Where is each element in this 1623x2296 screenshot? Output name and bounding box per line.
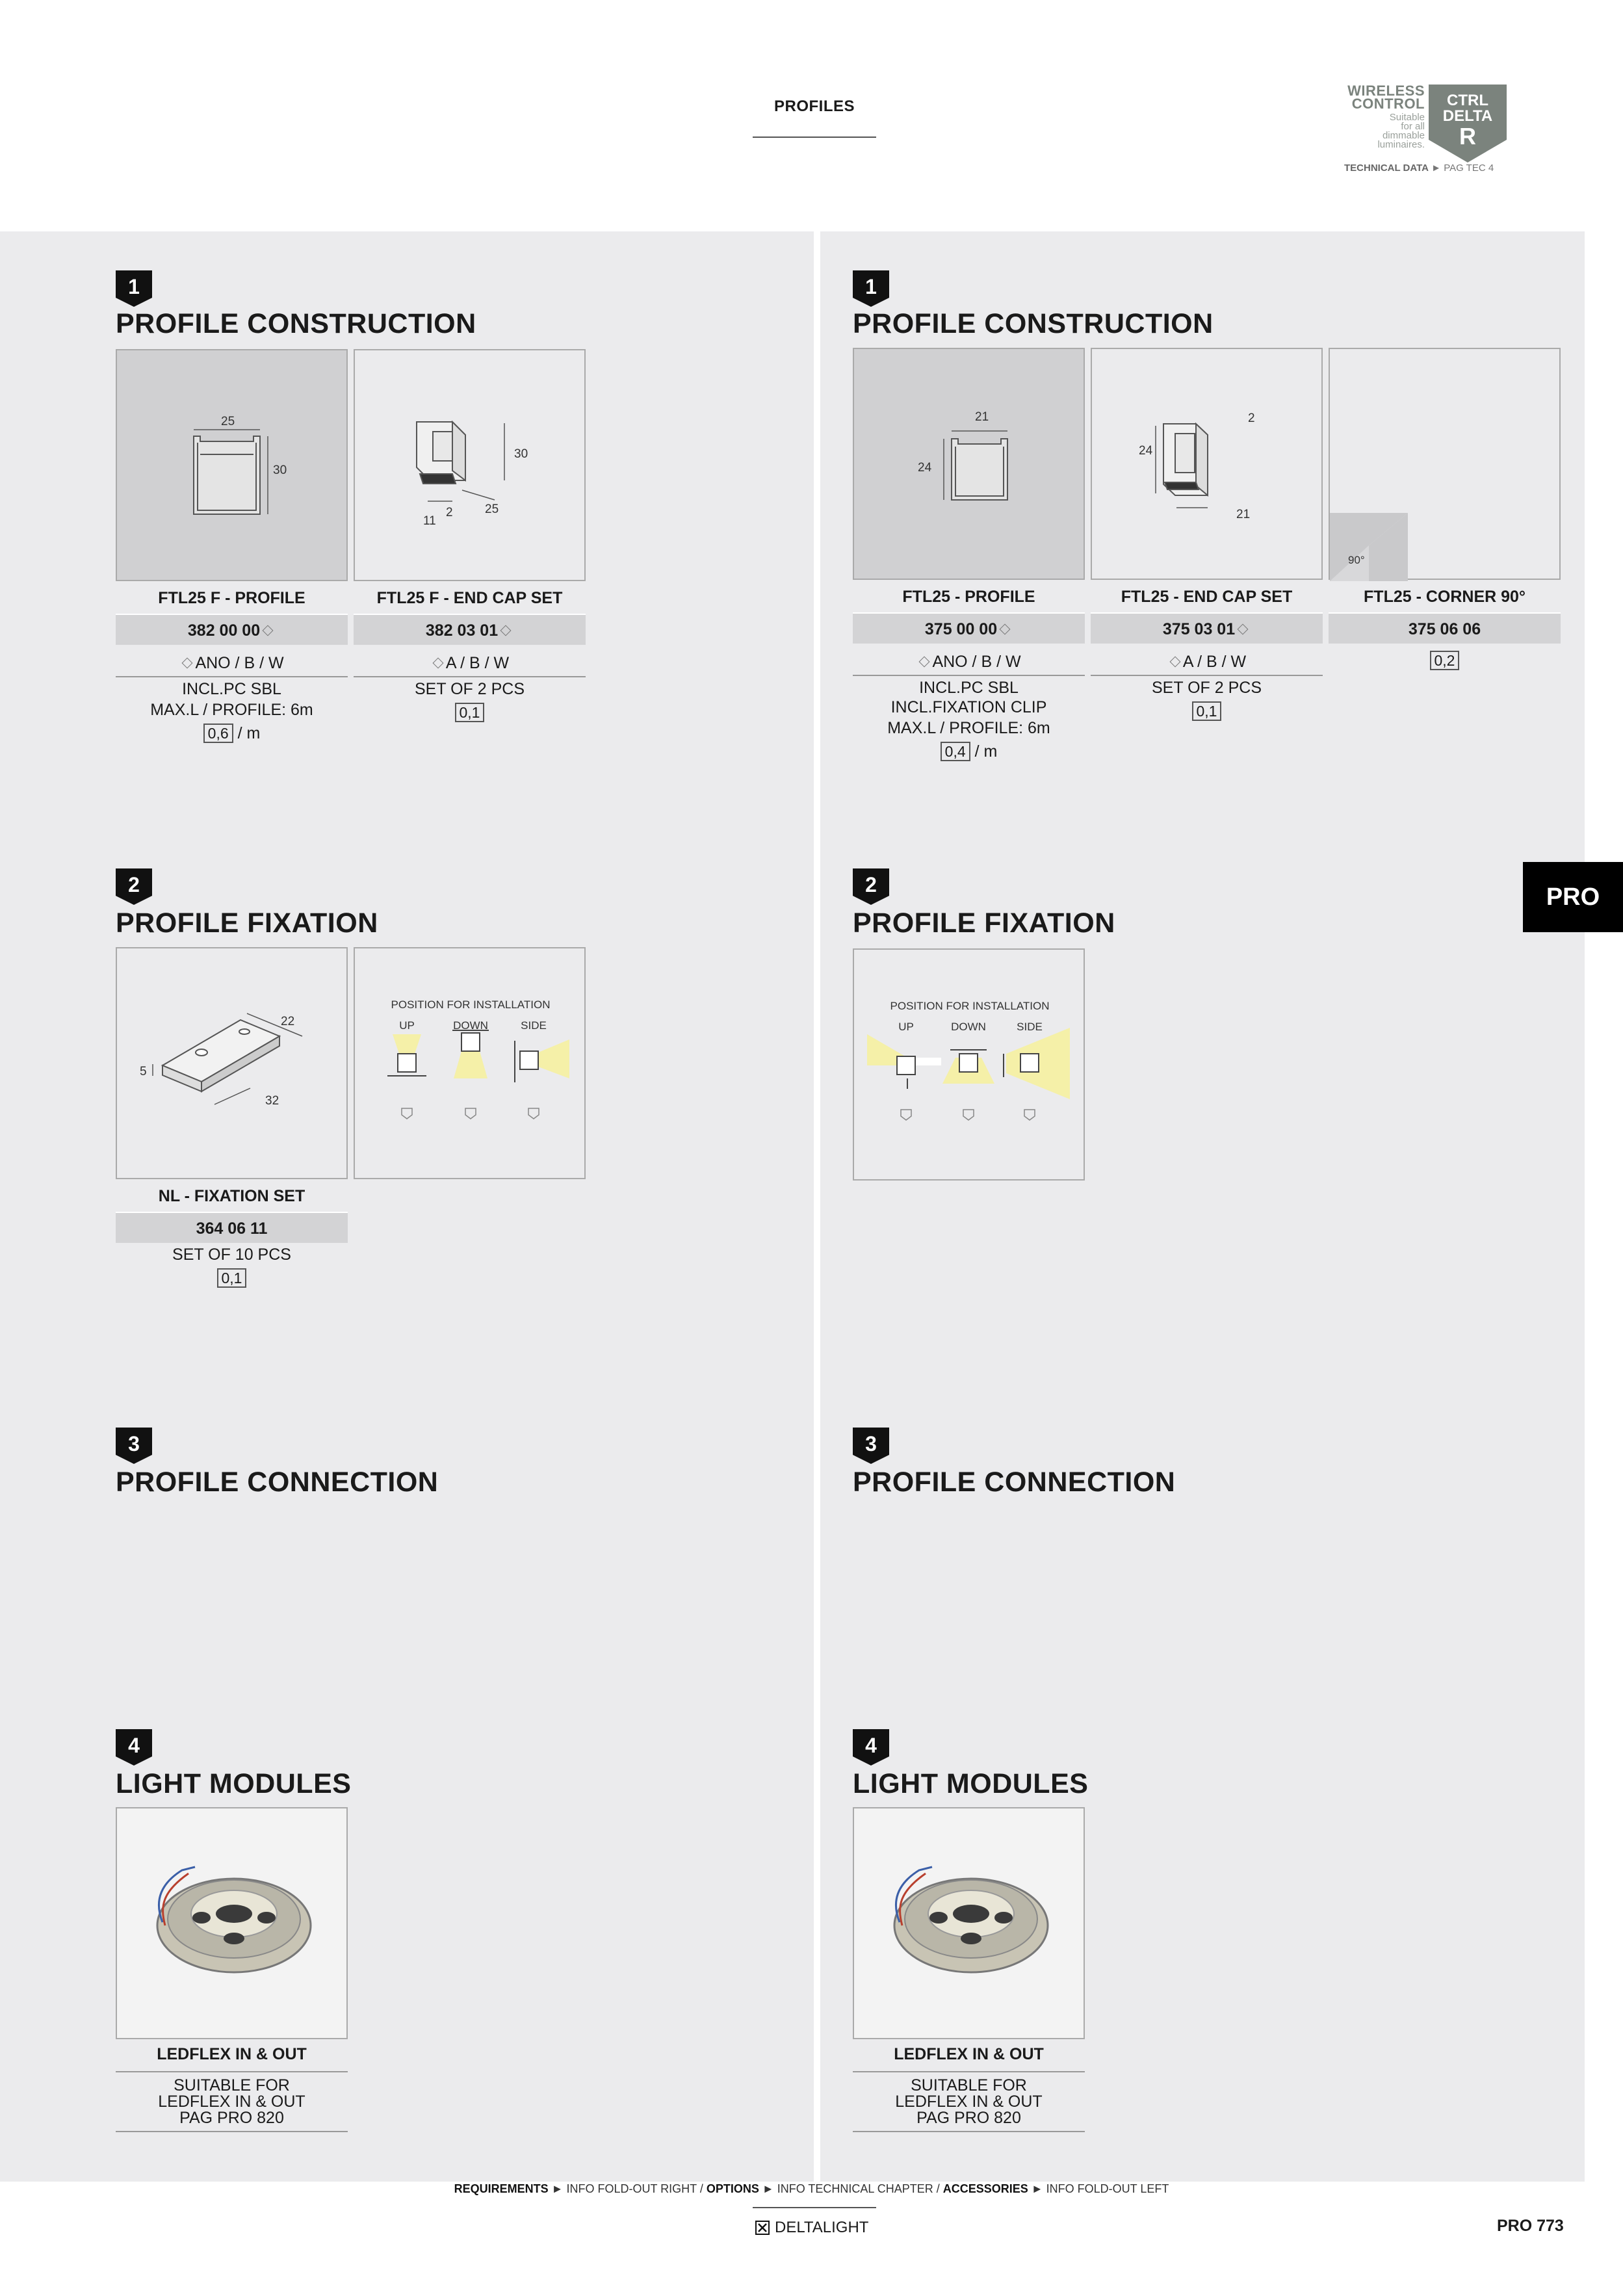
- product-drawing-fixation: [116, 947, 348, 1179]
- chapter-tab[interactable]: PRO: [1523, 862, 1623, 932]
- divider: [853, 675, 1085, 676]
- finish-options: A / B / W: [354, 653, 586, 673]
- svg-text:32: 32: [265, 1094, 279, 1108]
- price-box: 0,4: [941, 742, 970, 761]
- installation-positions-diagram: [354, 947, 586, 1179]
- divider: [1091, 675, 1323, 676]
- section-number-badge: [853, 1729, 889, 1766]
- svg-text:24: 24: [918, 461, 932, 475]
- diamond-icon: [432, 658, 443, 669]
- product-spec-line: INCL.FIXATION CLIP: [890, 698, 1047, 716]
- product-spec-line: SET OF 2 PCS: [1151, 679, 1262, 697]
- tech-label: TECHNICAL DATA: [1344, 163, 1429, 174]
- product-spec-line: LEDFLEX IN & OUT: [895, 2093, 1043, 2111]
- svg-text:DOWN: DOWN: [951, 1021, 986, 1033]
- diamond-icon: [263, 625, 274, 636]
- product-name: LEDFLEX IN & OUT: [894, 2045, 1044, 2063]
- product-spec-line: SET OF 2 PCS: [414, 680, 525, 698]
- suitable-line-3: dimmable: [1382, 130, 1425, 141]
- svg-text:SIDE: SIDE: [521, 1019, 547, 1032]
- section-number-badge: [853, 868, 889, 905]
- svg-text:UP: UP: [399, 1019, 415, 1032]
- product-spec-line: MAX.L / PROFILE: 6m: [150, 701, 313, 719]
- footer-requirements[interactable]: REQUIREMENTS: [454, 2182, 549, 2195]
- brand-name: DELTALIGHT: [775, 2219, 869, 2236]
- svg-text:90°: 90°: [1348, 554, 1365, 566]
- product-name: FTL25 F - PROFILE: [158, 589, 305, 607]
- product-drawing-profile: [853, 348, 1085, 580]
- page-reference[interactable]: PAG PRO 820: [179, 2109, 284, 2127]
- product-code[interactable]: 382 03 01: [354, 614, 586, 645]
- arrow-right-icon: ►: [1031, 2182, 1043, 2195]
- footer-options[interactable]: OPTIONS: [706, 2182, 759, 2195]
- price-line: 0,4 / m: [853, 741, 1085, 762]
- product-spec-line: SUITABLE FOR: [911, 2076, 1027, 2094]
- svg-text:2: 2: [865, 873, 877, 896]
- finish-options: ANO / B / W: [853, 651, 1085, 672]
- section-title: PROFILE CONSTRUCTION: [853, 308, 1214, 339]
- product-drawing-profile: [116, 349, 348, 581]
- svg-text:25: 25: [485, 502, 499, 516]
- arrow-right-icon: ►: [1431, 163, 1442, 174]
- ledflex-reel-image: [116, 1807, 348, 2039]
- svg-text:3: 3: [128, 1432, 140, 1455]
- page-number: PRO 773: [1497, 2217, 1564, 2235]
- footer-rule: [753, 2207, 876, 2208]
- svg-text:POSITION FOR INSTALLATION: POSITION FOR INSTALLATION: [391, 998, 551, 1011]
- price-box: 0,6: [203, 724, 233, 743]
- diamond-icon: [1000, 624, 1011, 635]
- product-spec-line: LEDFLEX IN & OUT: [158, 2093, 305, 2111]
- section-title: LIGHT MODULES: [116, 1768, 352, 1799]
- ledflex-reel-image: [853, 1807, 1085, 2039]
- price-line: [354, 702, 586, 723]
- footer-accessories[interactable]: ACCESSORIES: [942, 2182, 1028, 2195]
- page-reference[interactable]: PAG PRO 820: [916, 2109, 1021, 2127]
- svg-text:30: 30: [514, 447, 528, 461]
- section-number-badge: [116, 270, 152, 307]
- diamond-icon: [500, 625, 512, 636]
- product-code[interactable]: 375 03 01: [1091, 612, 1323, 644]
- price-line: [116, 1268, 348, 1288]
- divider: [853, 2131, 1085, 2132]
- product-code[interactable]: 382 00 00: [116, 614, 348, 645]
- svg-text:2: 2: [128, 873, 140, 896]
- section-number-badge: [116, 1729, 152, 1766]
- diamond-icon: [1238, 624, 1249, 635]
- svg-text:DOWN: DOWN: [453, 1019, 488, 1032]
- footer-references: REQUIREMENTS ► INFO FOLD-OUT RIGHT / OPTIONS ► INFO TECHNICAL CHAPTER / ACCESSORIES ► INFO FOLD-OUT LEFT: [454, 2182, 1169, 2195]
- product-spec-line: MAX.L / PROFILE: 6m: [887, 719, 1050, 737]
- product-spec-line: INCL.PC SBL: [919, 679, 1019, 697]
- product-spec-line: INCL.PC SBL: [182, 680, 281, 698]
- product-name: LEDFLEX IN & OUT: [157, 2045, 307, 2063]
- product-code[interactable]: 375 06 06: [1329, 612, 1561, 644]
- product-name: NL - FIXATION SET: [158, 1187, 305, 1205]
- section-title: LIGHT MODULES: [853, 1768, 1089, 1799]
- product-name: FTL25 F - END CAP SET: [376, 589, 563, 607]
- brand-logo: [755, 2217, 868, 2239]
- svg-text:4: 4: [865, 1734, 877, 1757]
- section-title: PROFILE CONSTRUCTION: [116, 308, 476, 339]
- section-number-badge: [116, 868, 152, 905]
- suitable-line-4: luminaires.: [1377, 139, 1425, 150]
- section-title: PROFILE FIXATION: [116, 907, 378, 939]
- finish-options: ANO / B / W: [116, 653, 348, 673]
- header-rule: [753, 137, 876, 138]
- svg-text:SIDE: SIDE: [1017, 1021, 1043, 1033]
- price-box: 0,1: [455, 703, 485, 722]
- suitable-line-1: Suitable: [1389, 112, 1425, 123]
- page-section-title: PROFILES: [773, 98, 855, 115]
- control-label: CONTROL: [1351, 96, 1425, 112]
- diamond-icon: [919, 657, 930, 668]
- tech-ref: PAG TEC 4: [1444, 163, 1494, 174]
- svg-text:21: 21: [975, 410, 989, 424]
- divider: [354, 676, 586, 677]
- svg-text:1: 1: [128, 275, 140, 298]
- diamond-icon: [1169, 657, 1180, 668]
- suitable-line-2: for all: [1401, 121, 1425, 132]
- price-box: 0,1: [1192, 701, 1222, 721]
- section-title: PROFILE CONNECTION: [853, 1467, 1176, 1498]
- svg-text:3: 3: [865, 1432, 877, 1455]
- product-code[interactable]: 364 06 11: [116, 1212, 348, 1243]
- product-name: FTL25 - PROFILE: [902, 588, 1035, 606]
- product-name: FTL25 - END CAP SET: [1121, 588, 1293, 606]
- section-number-badge: [116, 1428, 152, 1464]
- product-spec-line: SET OF 10 PCS: [172, 1246, 291, 1264]
- divider: [116, 2131, 348, 2132]
- arrow-right-icon: ►: [551, 2182, 564, 2195]
- badge-delta: DELTA: [1442, 107, 1493, 125]
- section-title: PROFILE CONNECTION: [116, 1467, 439, 1498]
- product-drawing-endcap: [354, 349, 586, 581]
- product-name: FTL25 - CORNER 90°: [1364, 588, 1526, 606]
- divider: [116, 676, 348, 677]
- technical-data-ref[interactable]: [1344, 163, 1494, 174]
- wireless-control-text: [1344, 85, 1425, 150]
- product-drawing-corner: [1329, 348, 1561, 580]
- svg-text:24: 24: [1139, 444, 1153, 458]
- svg-text:2: 2: [446, 506, 453, 519]
- svg-text:POSITION FOR INSTALLATION: POSITION FOR INSTALLATION: [890, 1000, 1050, 1012]
- divider: [853, 2071, 1085, 2072]
- finish-options: A / B / W: [1091, 651, 1323, 672]
- divider: [116, 2071, 348, 2072]
- svg-text:2: 2: [1248, 411, 1255, 425]
- section-number-badge: [853, 1428, 889, 1464]
- svg-text:5: 5: [140, 1065, 147, 1078]
- wireless-control-badge: [1338, 83, 1516, 181]
- svg-text:25: 25: [221, 415, 235, 428]
- ctrl-delta-shield-icon: [1429, 85, 1507, 163]
- svg-text:22: 22: [281, 1015, 295, 1028]
- wireless-label: WIRELESS: [1347, 83, 1425, 99]
- price-line: [1329, 650, 1561, 671]
- svg-text:4: 4: [128, 1734, 140, 1757]
- svg-text:1: 1: [865, 275, 877, 298]
- deltalight-logo-icon: [755, 2221, 770, 2235]
- arrow-right-icon: ►: [762, 2182, 774, 2195]
- svg-text:30: 30: [273, 463, 287, 477]
- section-number-badge: [853, 270, 889, 307]
- svg-text:21: 21: [1236, 508, 1251, 521]
- badge-r: R: [1459, 123, 1476, 150]
- price-box: 0,1: [217, 1268, 247, 1288]
- section-title: PROFILE FIXATION: [853, 907, 1115, 939]
- svg-text:11: 11: [423, 514, 436, 528]
- price-line: [1091, 701, 1323, 722]
- diamond-icon: [182, 658, 193, 669]
- price-box: 0,2: [1430, 651, 1460, 670]
- product-code[interactable]: 375 00 00: [853, 612, 1085, 644]
- svg-text:UP: UP: [898, 1021, 914, 1033]
- badge-ctrl: CTRL: [1447, 92, 1488, 109]
- price-line: 0,6 / m: [116, 723, 348, 744]
- product-drawing-endcap: [1091, 348, 1323, 580]
- installation-positions-diagram: [853, 948, 1085, 1181]
- product-spec-line: SUITABLE FOR: [174, 2076, 290, 2094]
